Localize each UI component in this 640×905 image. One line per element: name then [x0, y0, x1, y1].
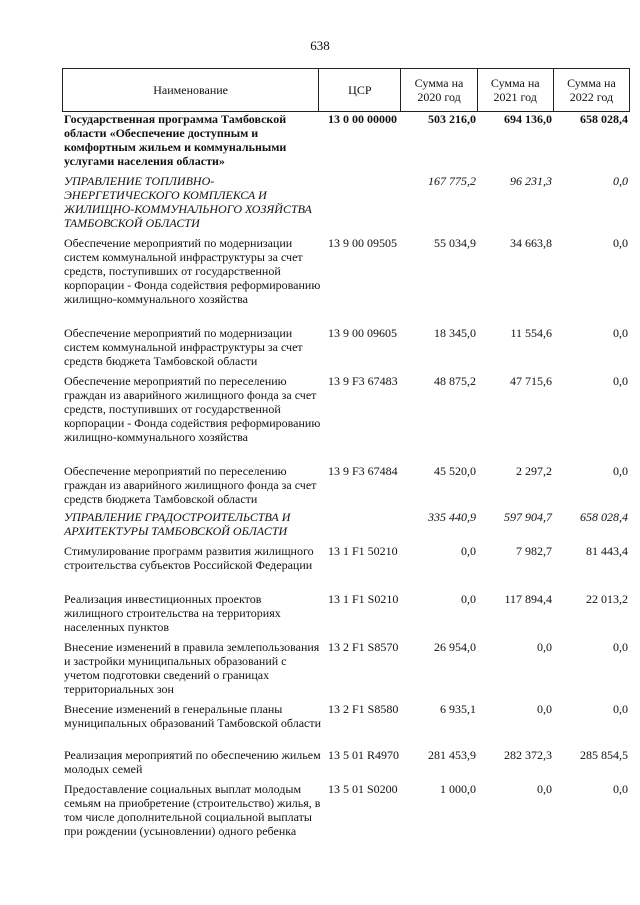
row-sum-2022: 0,0	[613, 702, 628, 716]
row-csr: 13 5 01 S0200	[328, 782, 398, 796]
row-sum-2022: 22 013,2	[586, 592, 628, 606]
row-sum-2022: 81 443,4	[586, 544, 628, 558]
row-sum-2022: 0,0	[613, 782, 628, 796]
row-name: Обеспечение мероприятий по переселению граждан из аварийного жилищного фонда за счет средств бюджета Тамбовской области	[64, 464, 317, 506]
row-name: Обеспечение мероприятий по модернизации систем коммунальной инфраструктуры за счет средств бюджета Тамбовской области	[64, 326, 303, 368]
row-name: Стимулирование программ развития жилищного строительства субъектов Российской Федерации	[64, 544, 314, 572]
row-sum-2022: 658 028,4	[580, 112, 628, 126]
row-name: Внесение изменений в правила землепользования и застройки муниципальных образований с учетом подготовки сведений о границах территориальных зон	[64, 640, 320, 696]
row-sum-2021: 282 372,3	[504, 748, 552, 762]
row-csr: 13 9 F3 67484	[328, 464, 398, 478]
budget-table	[62, 68, 630, 838]
row-sum-2021: 96 231,3	[510, 174, 552, 188]
row-sum-2020: 0,0	[461, 592, 476, 606]
row-sum-2022: 0,0	[613, 640, 628, 654]
row-csr: 13 1 F1 S0210	[328, 592, 399, 606]
row-sum-2020: 335 440,9	[428, 510, 476, 524]
row-sum-2021: 117 894,4	[504, 592, 552, 606]
row-sum-2020: 18 345,0	[434, 326, 476, 340]
row-sum-2021: 11 554,6	[510, 326, 552, 340]
row-csr: 13 2 F1 S8570	[328, 640, 399, 654]
header-sum-2020: Сумма на 2020 год	[401, 69, 477, 111]
row-sum-2020: 503 216,0	[428, 112, 476, 126]
row-sum-2020: 45 520,0	[434, 464, 476, 478]
row-sum-2020: 281 453,9	[428, 748, 476, 762]
row-name: Обеспечение мероприятий по модернизации систем коммунальной инфраструктуры за счет средств, поступивших от государственной корпорации - Фонда содействия реформированию жилищно-коммунального хозяйства	[64, 236, 321, 306]
row-sum-2021: 7 982,7	[516, 544, 552, 558]
row-name: Внесение изменений в генеральные планы муниципальных образований Тамбовской области	[64, 702, 322, 730]
row-csr: 13 1 F1 50210	[328, 544, 398, 558]
row-sum-2021: 47 715,6	[510, 374, 552, 388]
row-sum-2021: 597 904,7	[504, 510, 552, 524]
row-csr: 13 5 01 R4970	[328, 748, 400, 762]
header-name: Наименование	[63, 69, 319, 111]
header-csr: ЦСР	[319, 69, 401, 111]
row-sum-2022: 0,0	[613, 236, 628, 250]
row-sum-2022: 0,0	[613, 174, 628, 188]
row-sum-2022: 658 028,4	[580, 510, 628, 524]
row-name: Реализация мероприятий по обеспечению жильем молодых семей	[64, 748, 321, 776]
row-sum-2021: 34 663,8	[510, 236, 552, 250]
header-sum-2022: Сумма на 2022 год	[554, 69, 630, 111]
row-sum-2020: 167 775,2	[428, 174, 476, 188]
page-number: 638	[310, 38, 330, 53]
row-sum-2020: 48 875,2	[434, 374, 476, 388]
row-sum-2020: 0,0	[461, 544, 476, 558]
row-sum-2021: 0,0	[537, 782, 552, 796]
row-name: Обеспечение мероприятий по переселению граждан из аварийного жилищного фонда за счет средств, поступивших от государственной корпорации - Фонда содействия реформированию жилищно-коммунального хозяйства	[64, 374, 321, 444]
row-sum-2020: 26 954,0	[434, 640, 476, 654]
row-csr: 13 9 00 09605	[328, 326, 397, 340]
row-sum-2021: 0,0	[537, 640, 552, 654]
row-name: УПРАВЛЕНИЕ ГРАДОСТРОИТЕЛЬСТВА И АРХИТЕКТУРЫ ТАМБОВСКОЙ ОБЛАСТИ	[64, 510, 291, 538]
row-sum-2021: 694 136,0	[504, 112, 552, 126]
row-name: Реализация инвестиционных проектов жилищного строительства на территориях населенных пунктов	[64, 592, 281, 634]
row-csr: 13 0 00 00000	[328, 112, 397, 126]
row-sum-2022: 0,0	[613, 374, 628, 388]
row-sum-2020: 6 935,1	[440, 702, 476, 716]
row-name: Государственная программа Тамбовской области «Обеспечение доступным и комфортным жильем и коммунальными услугами населения области»	[64, 112, 287, 168]
row-csr: 13 9 00 09505	[328, 236, 397, 250]
row-csr: 13 9 F3 67483	[328, 374, 398, 388]
row-name: Предоставление социальных выплат молодым семьям на приобретение (строительство) жилья, в том числе дополнительной социальной выплаты при рождении (усыновлении) одного ребенка	[64, 782, 321, 838]
row-csr: 13 2 F1 S8580	[328, 702, 399, 716]
row-sum-2021: 0,0	[537, 702, 552, 716]
row-sum-2022: 0,0	[613, 326, 628, 340]
row-sum-2020: 55 034,9	[434, 236, 476, 250]
row-sum-2020: 1 000,0	[440, 782, 476, 796]
header-sum-2021: Сумма на 2021 год	[478, 69, 554, 111]
row-name: УПРАВЛЕНИЕ ТОПЛИВНО-ЭНЕРГЕТИЧЕСКОГО КОМПЛЕКСА И ЖИЛИЩНО-КОММУНАЛЬНОГО ХОЗЯЙСТВА ТАМБОВСКОЙ ОБЛАСТИ	[64, 174, 312, 230]
table-header	[62, 68, 630, 112]
row-sum-2022: 285 854,5	[580, 748, 628, 762]
row-sum-2022: 0,0	[613, 464, 628, 478]
row-sum-2021: 2 297,2	[516, 464, 552, 478]
